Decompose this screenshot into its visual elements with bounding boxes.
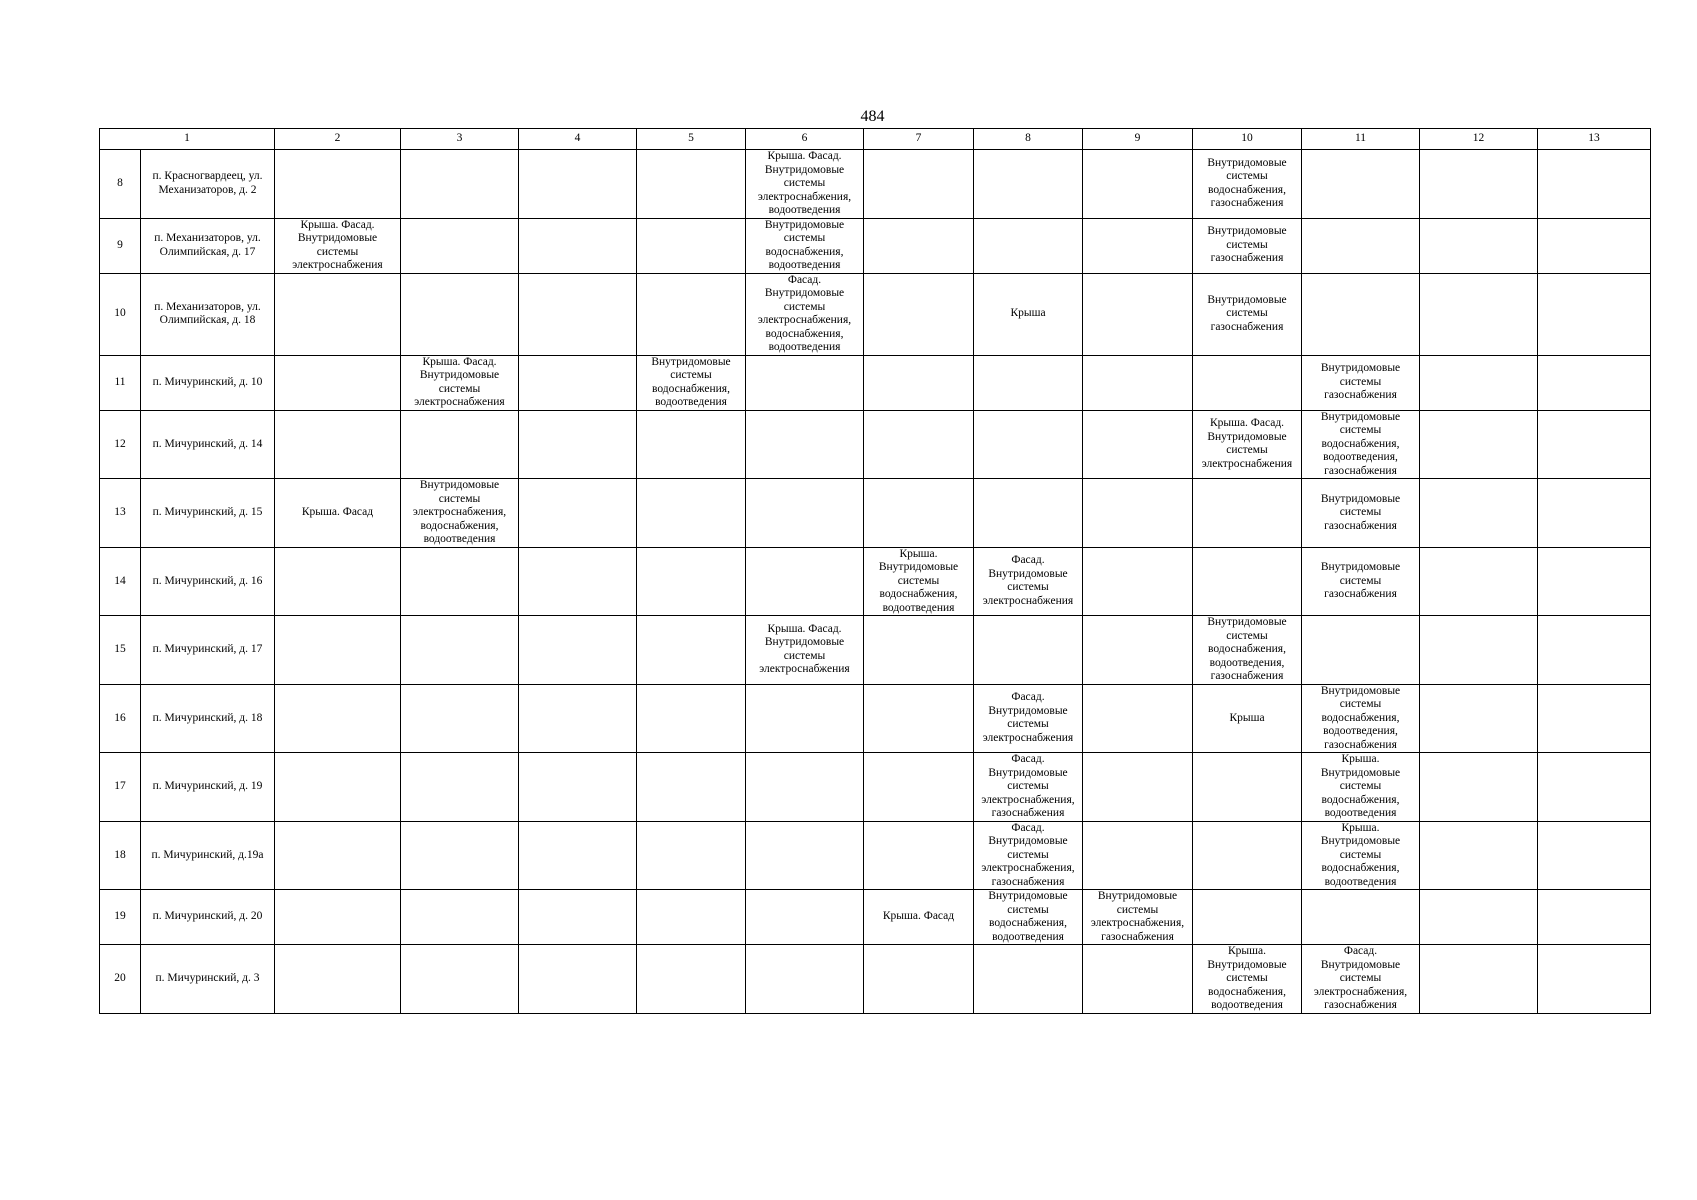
work-cell: Внутридомовые системы водоснабжения, водоотведения (974, 890, 1083, 945)
work-cell (1302, 218, 1420, 273)
work-cell (401, 945, 519, 1014)
work-cell: Фасад. Внутридомовые системы электроснабжения, газоснабжения (1302, 945, 1420, 1014)
address-cell: п. Механизаторов, ул. Олимпийская, д. 18 (141, 273, 275, 355)
work-cell (401, 753, 519, 822)
table-row (100, 890, 1651, 945)
work-cell (637, 753, 746, 822)
work-cell (401, 150, 519, 219)
address-cell: п. Мичуринский, д. 20 (141, 890, 275, 945)
column-number: 11 (1302, 129, 1420, 150)
table-row (100, 273, 1651, 355)
row-number: 19 (100, 890, 141, 945)
repair-schedule-table (99, 128, 1651, 1014)
work-cell (864, 218, 974, 273)
work-cell: Внутридомовые системы газоснабжения (1193, 218, 1302, 273)
work-cell (1193, 821, 1302, 890)
work-cell (1538, 355, 1651, 410)
work-cell: Внутридомовые системы электроснабжения, газоснабжения (1083, 890, 1193, 945)
work-cell (1083, 273, 1193, 355)
work-cell (1083, 410, 1193, 479)
work-cell: Крыша. Фасад. Внутридомовые системы электроснабжения (1193, 410, 1302, 479)
work-cell (746, 890, 864, 945)
work-cell (1538, 890, 1651, 945)
work-cell (864, 684, 974, 753)
work-cell (275, 150, 401, 219)
work-cell (1083, 150, 1193, 219)
address-cell: п. Мичуринский, д. 10 (141, 355, 275, 410)
work-cell (974, 150, 1083, 219)
work-cell: Крыша. Фасад. Внутридомовые системы электроснабжения (401, 355, 519, 410)
work-cell (1420, 753, 1538, 822)
work-cell (401, 890, 519, 945)
work-cell: Крыша. Внутридомовые системы водоснабжения, водоотведения (1302, 821, 1420, 890)
work-cell: Крыша (974, 273, 1083, 355)
work-cell (275, 547, 401, 616)
work-cell (1420, 410, 1538, 479)
work-cell (864, 355, 974, 410)
address-cell: п. Мичуринский, д. 3 (141, 945, 275, 1014)
work-cell (1420, 479, 1538, 548)
work-cell (974, 355, 1083, 410)
work-cell (1420, 821, 1538, 890)
row-number: 8 (100, 150, 141, 219)
work-cell (1420, 890, 1538, 945)
work-cell: Внутридомовые системы газоснабжения (1302, 547, 1420, 616)
work-cell (1083, 945, 1193, 1014)
work-cell (1302, 273, 1420, 355)
work-cell (1538, 616, 1651, 685)
work-cell (1193, 547, 1302, 616)
row-number: 11 (100, 355, 141, 410)
work-cell (1538, 479, 1651, 548)
column-number: 7 (864, 129, 974, 150)
work-cell (401, 684, 519, 753)
work-cell (974, 616, 1083, 685)
column-number: 5 (637, 129, 746, 150)
work-cell: Крыша. Фасад. Внутридомовые системы электроснабжения (746, 616, 864, 685)
work-cell (519, 616, 637, 685)
address-cell: п. Мичуринский, д. 14 (141, 410, 275, 479)
work-cell (1083, 684, 1193, 753)
work-cell (746, 684, 864, 753)
work-cell (1193, 479, 1302, 548)
work-cell (1420, 945, 1538, 1014)
work-cell (519, 547, 637, 616)
work-cell (864, 616, 974, 685)
work-cell (1083, 821, 1193, 890)
work-cell: Фасад. Внутридомовые системы электроснабжения, газоснабжения (974, 821, 1083, 890)
work-cell (864, 150, 974, 219)
work-cell (637, 616, 746, 685)
work-cell (275, 355, 401, 410)
table-row (100, 684, 1651, 753)
table-row (100, 945, 1651, 1014)
work-cell (519, 273, 637, 355)
work-cell: Внутридомовые системы газоснабжения (1302, 355, 1420, 410)
address-cell: п. Мичуринский, д. 15 (141, 479, 275, 548)
work-cell: Крыша. Внутридомовые системы водоснабжения, водоотведения (864, 547, 974, 616)
column-number: 10 (1193, 129, 1302, 150)
work-cell (1302, 616, 1420, 685)
work-cell: Крыша. Фасад (864, 890, 974, 945)
address-cell: п. Мичуринский, д. 17 (141, 616, 275, 685)
work-cell (974, 410, 1083, 479)
work-cell (1302, 890, 1420, 945)
table-row (100, 410, 1651, 479)
work-cell: Внутридомовые системы водоснабжения, водоотведения, газоснабжения (1302, 684, 1420, 753)
work-cell (637, 684, 746, 753)
work-cell (864, 945, 974, 1014)
work-cell (519, 753, 637, 822)
work-cell (1193, 753, 1302, 822)
table-row (100, 355, 1651, 410)
work-cell (1538, 684, 1651, 753)
row-number: 20 (100, 945, 141, 1014)
work-cell: Внутридомовые системы водоснабжения, водоотведения (746, 218, 864, 273)
work-cell (1538, 821, 1651, 890)
row-number: 10 (100, 273, 141, 355)
work-cell (1538, 150, 1651, 219)
work-cell: Фасад. Внутридомовые системы электроснабжения (974, 684, 1083, 753)
work-cell (1420, 684, 1538, 753)
table-row (100, 547, 1651, 616)
work-cell (637, 218, 746, 273)
column-number: 13 (1538, 129, 1651, 150)
row-number: 17 (100, 753, 141, 822)
work-cell (275, 890, 401, 945)
work-cell (1420, 150, 1538, 219)
work-cell (637, 547, 746, 616)
work-cell (746, 479, 864, 548)
work-cell: Фасад. Внутридомовые системы электроснабжения (974, 547, 1083, 616)
work-cell (746, 821, 864, 890)
work-cell: Внутридомовые системы газоснабжения (1302, 479, 1420, 548)
work-cell (275, 753, 401, 822)
work-cell (637, 410, 746, 479)
work-cell (864, 821, 974, 890)
work-cell (637, 479, 746, 548)
row-number: 15 (100, 616, 141, 685)
column-number: 6 (746, 129, 864, 150)
row-number: 9 (100, 218, 141, 273)
work-cell: Фасад. Внутридомовые системы электроснабжения, газоснабжения (974, 753, 1083, 822)
work-cell (275, 821, 401, 890)
work-cell (1083, 355, 1193, 410)
work-cell (1538, 273, 1651, 355)
table-row (100, 616, 1651, 685)
column-number: 9 (1083, 129, 1193, 150)
work-cell (1083, 753, 1193, 822)
work-cell (275, 273, 401, 355)
work-cell (637, 150, 746, 219)
work-cell (974, 479, 1083, 548)
work-cell (519, 150, 637, 219)
row-number: 14 (100, 547, 141, 616)
work-cell (864, 479, 974, 548)
row-number: 12 (100, 410, 141, 479)
work-cell (401, 616, 519, 685)
work-cell (275, 945, 401, 1014)
column-number: 1 (100, 129, 275, 150)
row-number: 18 (100, 821, 141, 890)
address-cell: п. Механизаторов, ул. Олимпийская, д. 17 (141, 218, 275, 273)
column-number: 12 (1420, 129, 1538, 150)
address-cell: п. Красногвардеец, ул. Механизаторов, д. 2 (141, 150, 275, 219)
work-cell (1193, 890, 1302, 945)
row-number: 13 (100, 479, 141, 548)
work-cell: Внутридомовые системы водоснабжения, газоснабжения (1193, 150, 1302, 219)
work-cell (401, 547, 519, 616)
work-cell (1420, 218, 1538, 273)
work-cell (1538, 945, 1651, 1014)
page-number: 484 (860, 108, 885, 125)
table-row (100, 479, 1651, 548)
work-cell: Крыша. Фасад. Внутридомовые системы электроснабжения, водоотведения (746, 150, 864, 219)
work-cell (275, 684, 401, 753)
work-cell (519, 479, 637, 548)
column-number-row (100, 129, 1651, 150)
work-cell: Внутридомовые системы водоснабжения, водоотведения (637, 355, 746, 410)
column-number: 2 (275, 129, 401, 150)
address-cell: п. Мичуринский, д.19а (141, 821, 275, 890)
table-row (100, 753, 1651, 822)
work-cell: Внутридомовые системы водоснабжения, водоотведения, газоснабжения (1193, 616, 1302, 685)
work-cell: Крыша. Внутридомовые системы водоснабжения, водоотведения (1302, 753, 1420, 822)
work-cell (637, 273, 746, 355)
work-cell (1083, 616, 1193, 685)
work-cell: Крыша. Внутридомовые системы водоснабжения, водоотведения (1193, 945, 1302, 1014)
work-cell (1420, 355, 1538, 410)
work-cell (974, 218, 1083, 273)
work-cell: Фасад. Внутридомовые системы электроснабжения, водоснабжения, водоотведения (746, 273, 864, 355)
table-body (100, 129, 1651, 1014)
work-cell (864, 410, 974, 479)
work-cell (746, 753, 864, 822)
work-cell (1083, 479, 1193, 548)
work-cell (1420, 273, 1538, 355)
work-cell (864, 273, 974, 355)
work-cell (1538, 410, 1651, 479)
table-row (100, 821, 1651, 890)
work-cell: Крыша (1193, 684, 1302, 753)
work-cell: Крыша. Фасад. Внутридомовые системы электроснабжения (275, 218, 401, 273)
address-cell: п. Мичуринский, д. 16 (141, 547, 275, 616)
work-cell (1538, 753, 1651, 822)
work-cell (519, 890, 637, 945)
work-cell (401, 821, 519, 890)
work-cell (519, 218, 637, 273)
column-number: 8 (974, 129, 1083, 150)
table-row (100, 218, 1651, 273)
work-cell (1193, 355, 1302, 410)
work-cell (1420, 547, 1538, 616)
work-cell (1302, 150, 1420, 219)
work-cell (401, 273, 519, 355)
work-cell (275, 410, 401, 479)
work-cell (519, 355, 637, 410)
work-cell (401, 218, 519, 273)
work-cell: Крыша. Фасад (275, 479, 401, 548)
work-cell (746, 945, 864, 1014)
column-number: 4 (519, 129, 637, 150)
work-cell (637, 890, 746, 945)
work-cell (519, 684, 637, 753)
work-cell (1083, 547, 1193, 616)
work-cell (519, 410, 637, 479)
work-cell: Внутридомовые системы электроснабжения, водоснабжения, водоотведения (401, 479, 519, 548)
work-cell (1538, 547, 1651, 616)
address-cell: п. Мичуринский, д. 19 (141, 753, 275, 822)
work-cell (746, 355, 864, 410)
work-cell (519, 821, 637, 890)
row-number: 16 (100, 684, 141, 753)
column-number: 3 (401, 129, 519, 150)
work-cell (1420, 616, 1538, 685)
work-cell (401, 410, 519, 479)
work-cell (746, 410, 864, 479)
address-cell: п. Мичуринский, д. 18 (141, 684, 275, 753)
work-cell (519, 945, 637, 1014)
work-cell (637, 945, 746, 1014)
work-cell: Внутридомовые системы газоснабжения (1193, 273, 1302, 355)
work-cell (1083, 218, 1193, 273)
work-cell (974, 945, 1083, 1014)
work-cell (1538, 218, 1651, 273)
work-cell: Внутридомовые системы водоснабжения, водоотведения, газоснабжения (1302, 410, 1420, 479)
work-cell (275, 616, 401, 685)
table-row (100, 150, 1651, 219)
work-cell (637, 821, 746, 890)
work-cell (746, 547, 864, 616)
work-cell (864, 753, 974, 822)
